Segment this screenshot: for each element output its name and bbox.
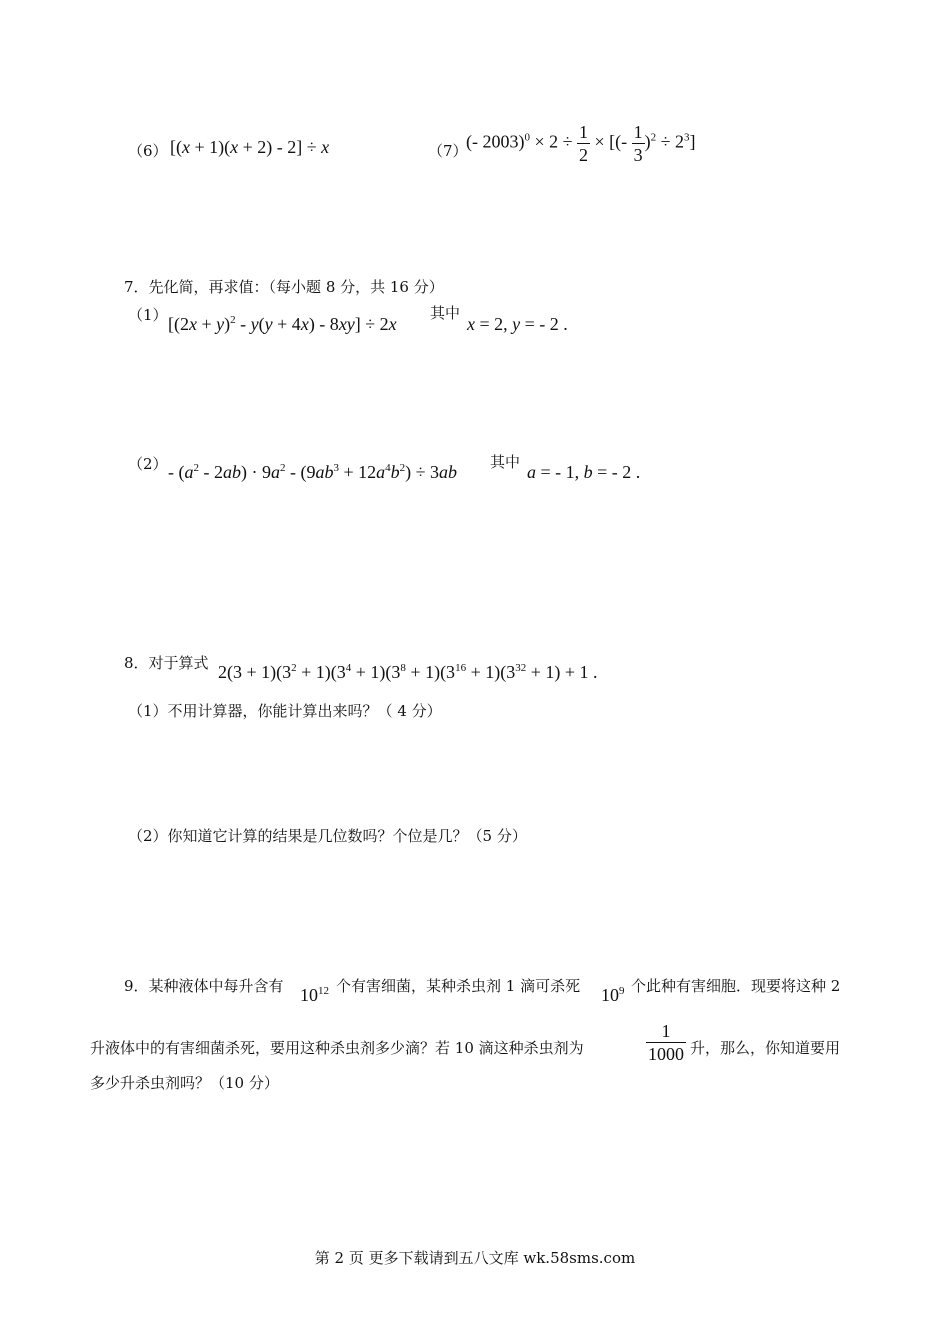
q9-text-4: 升液体中的有害细菌杀死，要用这种杀虫剂多少滴？若 10 滴这种杀虫剂为 <box>90 1039 584 1057</box>
q8-part1: （1）不用计算器，你能计算出来吗？（ 4 分） <box>128 702 442 720</box>
q9-text-6: 多少升杀虫剂吗？（10 分） <box>90 1074 279 1092</box>
sub2-where: 其中 <box>490 453 521 471</box>
q9-text-3: 个此种有害细胞．现要将这种 2 <box>631 977 841 995</box>
q9-power-2: $10^9$ <box>601 985 625 1005</box>
sub1-label: （1） <box>128 306 168 324</box>
page-footer: 第 2 页 更多下载请到五八文库 wk.58sms.com <box>314 1249 636 1267</box>
sub2-condition: a = - 1, b = - 2 . <box>527 462 641 482</box>
sub2-expression: - $(a^2 - 2ab) \cdot 9a^2 - (9ab^3 + 12a^4b^2) \div 3ab$ <box>168 462 458 482</box>
q7-expression: (- 2003)$^0$ × 2 ÷ $\frac{1}{2}$ × [(- $\frac{1}{3}$ )$^2 \div 2^3$] <box>466 122 696 165</box>
q6-expression: [(x + 1)(x + 2) - 2] ÷ x <box>170 137 330 157</box>
sub2-label: （2） <box>128 455 168 473</box>
sub1-expression: $[(2x + y)^2 - y(y + 4x) - 8xy] \div 2x$ <box>168 314 397 334</box>
q7-section-title: 7．先化简，再求值：（每小题 8 分，共 16 分） <box>124 278 444 296</box>
sub1-condition: x = 2, y = - 2 . <box>467 314 568 334</box>
q9-text-2: 个有害细菌，某种杀虫剂 1 滴可杀死 <box>336 977 581 995</box>
q8-intro: 8．对于算式 <box>124 654 209 672</box>
q8-part2: （2）你知道它计算的结果是几位数吗？个位是几？（5 分） <box>128 827 527 845</box>
q8-expression: $2(3 + 1)(3^2 + 1)(3^4 + 1)(3^8 + 1)(3^{16} + 1)(3^{32} + 1) + 1$ . <box>218 662 598 682</box>
q7-label: （7） <box>428 142 468 160</box>
q9-fraction: $\frac{1}{1000}$ <box>648 1021 684 1064</box>
q9-text-1: 9．某种液体中每升含有 <box>124 977 284 995</box>
q9-text-5: 升，那么，你知道要用 <box>690 1039 841 1057</box>
sub1-where: 其中 <box>430 304 461 322</box>
q9-power-1: $10^{12}$ <box>300 985 329 1005</box>
q6-label: （6） <box>128 142 168 160</box>
